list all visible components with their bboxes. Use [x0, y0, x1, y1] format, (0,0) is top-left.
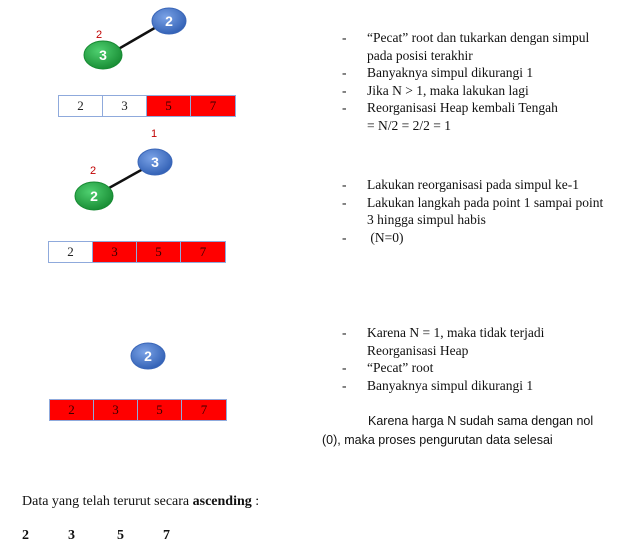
step3-note-line2: (0), maka proses pengurutan data selesai [322, 433, 553, 447]
step1-node-root-value: 2 [165, 13, 173, 29]
step2-array-cell: 7 [181, 242, 225, 262]
bullet-item: - Jika N > 1, maka lakukan lagi [340, 82, 592, 100]
bullet-item: - Banyaknya simpul dikurangi 1 [340, 64, 592, 82]
step2-node-child [75, 182, 113, 210]
sorted-label-bold: ascending [192, 494, 252, 509]
bullet-item: - Lakukan reorganisasi pada simpul ke-1 [340, 176, 595, 194]
step2-node-root [138, 149, 172, 175]
step2-array-cell: 2 [49, 242, 93, 262]
sorted-label-suffix: : [251, 494, 260, 509]
bullet-item: - “Pecat” root [340, 359, 592, 377]
step3-array [49, 399, 227, 421]
step1-array-cell: 2 [59, 96, 103, 116]
step1-array-cell: 7 [191, 96, 235, 116]
step2-array [48, 241, 226, 263]
sorted-value: 2 [22, 528, 29, 543]
step2-node-child-value: 2 [90, 188, 98, 204]
step1-bullets [340, 29, 592, 134]
bullet-item: - (N=0) [340, 229, 592, 247]
step3-array-cell: 3 [94, 400, 138, 420]
step2-array-cell: 3 [93, 242, 137, 262]
step3-node-root-value: 2 [144, 348, 152, 364]
bullet-item: - Reorganisasi Heap kembali Tengah = N/2 = 2/2 = 1 [340, 99, 567, 134]
step1-node-child-value: 3 [99, 47, 107, 63]
step3-bullets [340, 324, 592, 394]
step2-bullets [340, 176, 604, 246]
step3-node-root [131, 343, 165, 369]
sorted-value: 7 [163, 528, 170, 543]
step2-node-root-value: 3 [151, 154, 159, 170]
bullet-item: - “Pecat” root dan tukarkan dengan simpul pada posisi terakhir [340, 29, 592, 64]
step3-note-line1: Karena harga N sudah sama dengan nol [368, 414, 594, 428]
sorted-value: 3 [68, 528, 75, 543]
sorted-result-label [22, 494, 259, 510]
step1-array-cell: 5 [147, 96, 191, 116]
bullet-item: - Karena N = 1, maka tidak terjadi Reorganisasi Heap [340, 324, 587, 359]
sorted-label-prefix: Data yang telah terurut secara [22, 494, 193, 509]
step1-array-cell: 3 [103, 96, 147, 116]
bullet-item: - Banyaknya simpul dikurangi 1 [340, 377, 592, 395]
step3-array-cell: 7 [182, 400, 226, 420]
step3-array-cell: 2 [50, 400, 94, 420]
step2-edge-label: 2 [90, 165, 97, 177]
sorted-value: 5 [117, 528, 124, 543]
step1-node-root [152, 8, 186, 34]
step3-array-cell: 5 [138, 400, 182, 420]
bullet-item: - Lakukan langkah pada point 1 sampai point 3 hingga simpul habis [340, 194, 607, 229]
step1-array [58, 95, 236, 117]
step1-node-child [84, 41, 122, 69]
step2-root-label: 1 [151, 128, 158, 140]
step2-array-cell: 5 [137, 242, 181, 262]
step1-edge-label: 2 [96, 29, 103, 41]
